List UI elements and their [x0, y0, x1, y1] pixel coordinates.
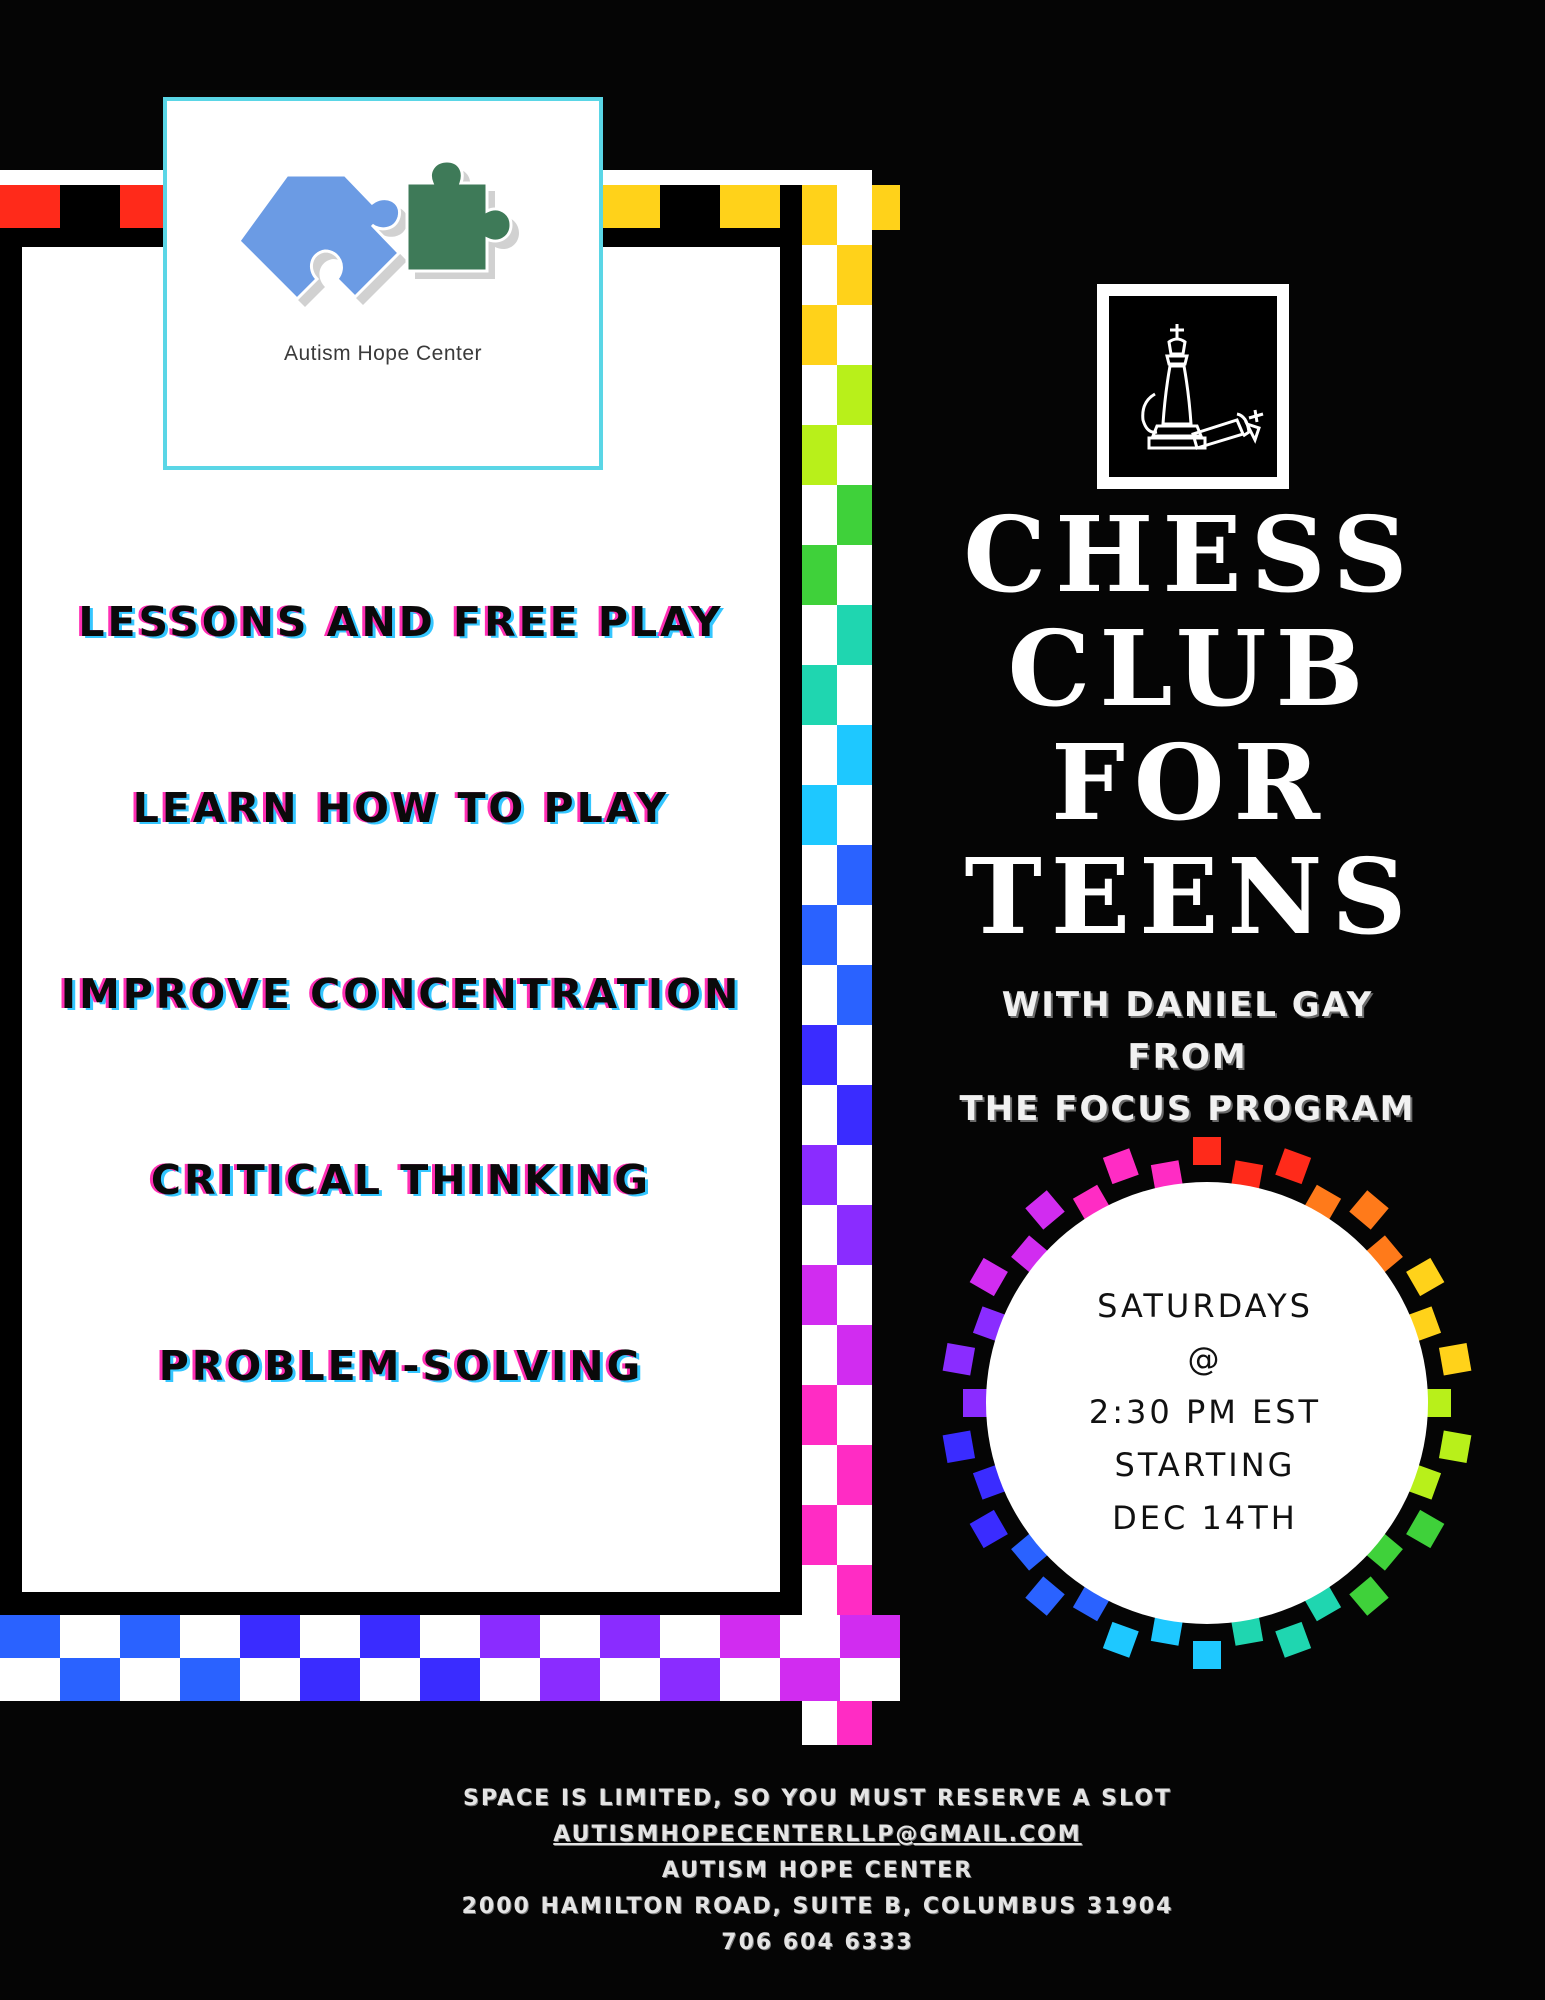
- checker-square: [0, 1658, 60, 1701]
- ring-square: [1103, 1622, 1139, 1658]
- checker-square: [600, 1658, 660, 1701]
- schedule-line: @: [1187, 1340, 1223, 1378]
- checker-square: [802, 1505, 837, 1565]
- checker-square: [540, 1615, 600, 1658]
- presenter-line: THE FOCUS PROGRAM: [959, 1089, 1416, 1129]
- schedule-line: 2:30 PM EST: [1088, 1393, 1322, 1431]
- ring-square: [1025, 1576, 1064, 1615]
- title-line: CHESS: [963, 493, 1417, 616]
- checker-square: [720, 185, 780, 230]
- ring-square: [1439, 1431, 1471, 1463]
- schedule-line: SATURDAYS: [1097, 1287, 1313, 1325]
- checker-square: [837, 785, 872, 845]
- checker-square: [300, 1658, 360, 1701]
- checker-square: [802, 1025, 837, 1085]
- checker-square: [802, 1325, 837, 1385]
- checker-square: [360, 1615, 420, 1658]
- checker-square: [120, 1658, 180, 1701]
- checker-square: [837, 1505, 872, 1565]
- checker-square: [600, 1615, 660, 1658]
- checker-square: [180, 1658, 240, 1701]
- checker-square: [840, 1658, 900, 1701]
- checker-square: [837, 305, 872, 365]
- checker-square: [540, 1658, 600, 1701]
- checker-square: [802, 725, 837, 785]
- presenter-line: WITH DANIEL GAY: [1001, 985, 1374, 1025]
- checker-square: [837, 1385, 872, 1445]
- chess-king-icon: [1097, 284, 1289, 489]
- ring-square: [1349, 1190, 1388, 1229]
- checker-square: [240, 1615, 300, 1658]
- checker-square: [802, 785, 837, 845]
- checker-square: [802, 1385, 837, 1445]
- footer-org: AUTISM HOPE CENTER: [661, 1858, 974, 1883]
- ring-square: [943, 1431, 975, 1463]
- puzzle-pieces-icon: [167, 101, 599, 331]
- presenter-line: FROM: [1127, 1037, 1248, 1077]
- checker-square: [720, 1615, 780, 1658]
- logo-text: Autism Hope Center: [283, 342, 483, 365]
- checker-square: [360, 1658, 420, 1701]
- checker-square: [60, 1615, 120, 1658]
- checker-square: [780, 1658, 840, 1701]
- footer-phone: 706 604 6333: [721, 1930, 914, 1955]
- checker-square: [802, 425, 837, 485]
- feature-item: CRITICAL THINKING: [150, 1156, 652, 1204]
- ring-square: [1275, 1148, 1311, 1184]
- feature-item: IMPROVE CONCENTRATION: [60, 970, 742, 1018]
- checker-square: [720, 1658, 780, 1701]
- checker-square: [837, 845, 872, 905]
- footer-address: 2000 HAMILTON ROAD, SUITE B, COLUMBUS 31904: [461, 1894, 1174, 1919]
- title-line: CLUB: [1007, 607, 1373, 730]
- checker-square: [120, 1615, 180, 1658]
- checker-square: [60, 1658, 120, 1701]
- checker-square: [802, 485, 837, 545]
- checker-square: [802, 305, 837, 365]
- checker-square: [837, 245, 872, 305]
- checker-square: [837, 905, 872, 965]
- checker-square: [837, 725, 872, 785]
- ring-square: [943, 1343, 975, 1375]
- feature-item: LEARN HOW TO PLAY: [132, 784, 670, 832]
- checker-square: [0, 185, 60, 230]
- checker-square: [300, 1615, 360, 1658]
- logo-box: [163, 97, 603, 470]
- checker-square: [802, 1205, 837, 1265]
- checker-square: [837, 1205, 872, 1265]
- checker-square: [802, 1085, 837, 1145]
- checker-square: [60, 185, 120, 230]
- footer-email-link[interactable]: AUTISMHOPECENTERLLP@GMAIL.COM: [553, 1822, 1082, 1847]
- checker-square: [0, 1615, 60, 1658]
- ring-square: [1349, 1576, 1388, 1615]
- checker-square: [837, 1085, 872, 1145]
- checker-square: [840, 1615, 900, 1658]
- checker-square: [802, 905, 837, 965]
- checker-square: [837, 1445, 872, 1505]
- checker-square: [180, 1615, 240, 1658]
- checker-square: [802, 605, 837, 665]
- checker-square: [837, 605, 872, 665]
- checker-square: [802, 365, 837, 425]
- checker-square: [802, 965, 837, 1025]
- checker-square: [600, 185, 660, 230]
- checker-square: [837, 965, 872, 1025]
- title-line: FOR: [1051, 721, 1329, 844]
- ring-square: [1439, 1343, 1471, 1375]
- checker-square: [802, 845, 837, 905]
- checker-square: [480, 1658, 540, 1701]
- checker-square: [802, 1445, 837, 1505]
- checker-square: [802, 545, 837, 605]
- checker-square: [837, 485, 872, 545]
- green-puzzle-piece-icon: [407, 161, 511, 271]
- checker-square: [837, 665, 872, 725]
- schedule-line: STARTING: [1114, 1446, 1296, 1484]
- checker-square: [480, 1615, 540, 1658]
- checker-square: [780, 1615, 840, 1658]
- checker-square: [660, 1658, 720, 1701]
- checker-square: [802, 1145, 837, 1205]
- checker-square: [802, 185, 837, 245]
- checker-square: [420, 1658, 480, 1701]
- checker-square: [837, 1025, 872, 1085]
- checker-square: [420, 1615, 480, 1658]
- feature-item: LESSONS AND FREE PLAY: [78, 598, 724, 646]
- checker-square: [837, 185, 872, 245]
- checker-square: [837, 425, 872, 485]
- ring-square: [1103, 1148, 1139, 1184]
- checker-square: [837, 545, 872, 605]
- checker-square: [660, 185, 720, 230]
- checker-square: [837, 1325, 872, 1385]
- checker-square: [802, 665, 837, 725]
- checker-square: [837, 1145, 872, 1205]
- footer-notice: SPACE IS LIMITED, SO YOU MUST RESERVE A SLOT: [463, 1786, 1172, 1811]
- checker-square: [837, 1265, 872, 1325]
- title-line: TEENS: [964, 835, 1416, 958]
- schedule-line: DEC 14TH: [1112, 1499, 1298, 1537]
- checker-square: [240, 1658, 300, 1701]
- ring-square: [1193, 1641, 1221, 1669]
- ring-square: [1025, 1190, 1064, 1229]
- ring-square: [1275, 1622, 1311, 1658]
- checker-square: [837, 365, 872, 425]
- feature-item: PROBLEM-SOLVING: [158, 1342, 644, 1390]
- checker-square: [802, 245, 837, 305]
- checker-square: [660, 1615, 720, 1658]
- ring-square: [1193, 1137, 1221, 1165]
- checker-square: [802, 1265, 837, 1325]
